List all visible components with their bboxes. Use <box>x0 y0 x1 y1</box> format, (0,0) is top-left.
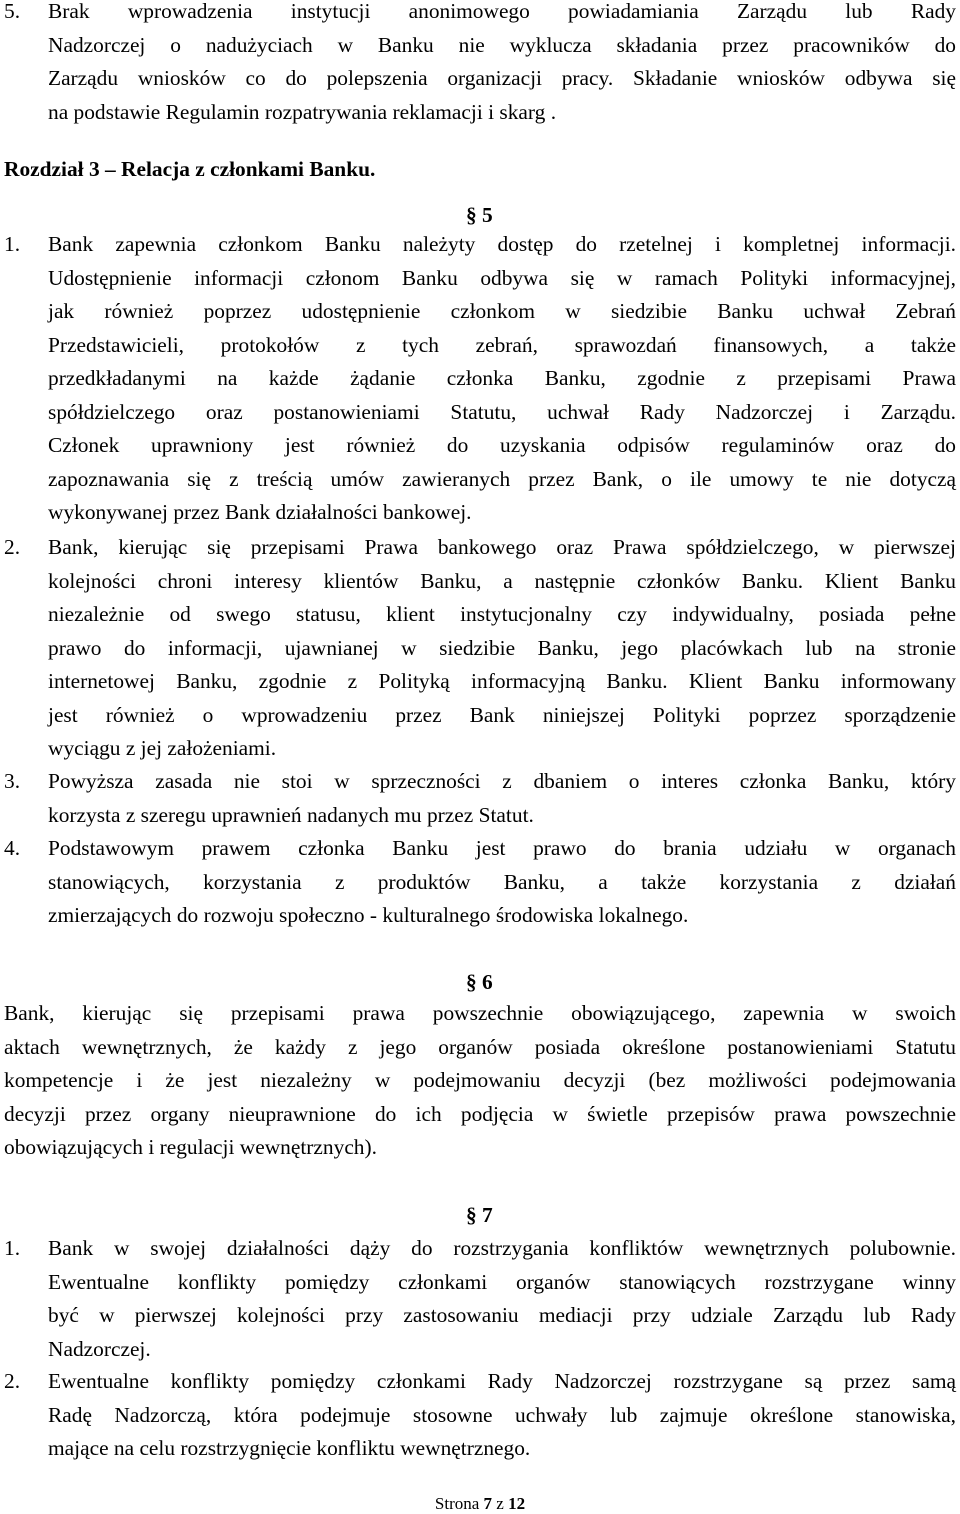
chapter-heading: Rozdział 3 – Relacja z członkami Banku. <box>4 157 376 181</box>
text-line: na podstawie Regulamin rozpatrywania reklamacji i skarg . <box>48 99 557 124</box>
list-number: 2. <box>4 1369 21 1393</box>
text-line: obowiązujących i regulacji wewnętrznych). <box>4 1135 377 1159</box>
text-line: Nadzorczej. <box>48 1336 151 1361</box>
section-title-6: § 6 <box>466 970 493 994</box>
text-line: prawo do informacji, ujawnianej w siedzibie Banku, jego placówkach lub na stronie <box>48 635 956 660</box>
list-item-body <box>48 228 956 530</box>
text-line: Bank w swojej działalności dąży do rozstrzygania konfliktów wewnętrznych polubownie. <box>48 1236 956 1260</box>
text-line: Nadzorczej o nadużyciach w Banku nie wyklucza składania przez pracowników do <box>48 32 956 57</box>
list-number: 3. <box>4 769 21 793</box>
text-line: korzysta z szeregu uprawnień nadanych mu przez Statut. <box>48 802 534 827</box>
footer-current-page: 7 <box>483 1494 493 1513</box>
list-item-body <box>48 1365 956 1466</box>
text-line: Radę Nadzorczą, która podejmuje stosowne uchwały lub zajmuje określone stanowiska, <box>48 1402 956 1427</box>
text-line: zapoznawania się z treścią umów zawieranych przez Bank, o ile umowy te nie dotyczą <box>48 466 956 491</box>
text-line: Udostępnienie informacji członom Banku odbywa się w ramach Polityki informacyjnej, <box>48 265 956 290</box>
text-line: wykonywanej przez Bank działalności bankowej. <box>48 500 472 524</box>
list-item-body <box>48 0 956 129</box>
text-line: decyzji przez organy nieuprawnione do ich podjęcia w świetle przepisów prawa powszechnie <box>4 1101 956 1126</box>
text-line: Podstawowym prawem członka Banku jest prawo do brania udziału w organach <box>48 836 956 860</box>
text-line: kolejności chroni interesy klientów Banku, a następnie członków Banku. Klient Banku <box>48 568 956 593</box>
text-line: zmierzających do rozwoju społeczno - kulturalnego środowiska lokalnego. <box>48 903 689 927</box>
sec6-paragraph <box>4 997 956 1165</box>
text-line: internetowej Banku, zgodnie z Polityką informacyjną Banku. Klient Banku informowany <box>48 669 956 693</box>
text-line: wyciągu z jej założeniami. <box>48 736 277 760</box>
text-line: być w pierwszej kolejności przy zastosowaniu mediacji przy udziale Zarządu lub Rady <box>48 1303 956 1327</box>
text-line: Bank, kierując się przepisami Prawa bankowego oraz Prawa spółdzielczego, w pierwszej <box>48 535 956 559</box>
text-line: aktach wewnętrznych, że każdy z jego organów posiada określone postanowieniami Statutu <box>4 1034 956 1059</box>
text-line: Powyższa zasada nie stoi w sprzeczności z dbaniem o interes członka Banku, który <box>48 769 956 793</box>
text-line: Bank zapewnia członkom Banku należyty dostęp do rzetelnej i kompletnej informacji. <box>48 232 956 256</box>
list-number: 2. <box>4 535 21 559</box>
text-line: spółdzielczego oraz postanowieniami Statutu, uchwał Rady Nadzorczej i Zarządu. <box>48 399 956 424</box>
footer-separator: z <box>492 1494 509 1513</box>
text-line: przedkładanymi na każde żądanie członka Banku, zgodnie z przepisami Prawa <box>48 366 956 390</box>
list-number: 4. <box>4 836 21 860</box>
footer-prefix: Strona <box>434 1494 484 1513</box>
section-title-5: § 5 <box>466 203 493 227</box>
section-title-7: § 7 <box>466 1203 493 1227</box>
text-line: Przedstawicieli, protokołów z tych zebrań, sprawozdań finansowych, a także <box>48 332 956 357</box>
page-footer <box>0 1494 960 1514</box>
list-item-body <box>48 531 956 766</box>
text-line: Ewentualne konflikty pomiędzy członkami organów stanowiących rozstrzygane winny <box>48 1269 956 1294</box>
list-item-body <box>48 832 956 933</box>
text-line: niezależnie od swego statusu, klient instytucjonalny czy indywidualny, posiada pełne <box>48 602 956 626</box>
list-item-body <box>48 765 956 832</box>
list-number: 1. <box>4 232 21 256</box>
text-line: jest również o wprowadzeniu przez Bank niniejszej Polityki poprzez sporządzenie <box>48 702 956 727</box>
list-number: 1. <box>4 1236 21 1260</box>
list-item-body <box>48 1232 956 1366</box>
text-line: kompetencje i że jest niezależny w podejmowaniu decyzji (bez możliwości podejmowania <box>4 1068 956 1092</box>
list-number: 5. <box>4 0 21 23</box>
text-line: Członek uprawniony jest również do uzyskania odpisów regulaminów oraz do <box>48 433 956 457</box>
text-line: Zarządu wniosków co do polepszenia organizacji pracy. Składanie wniosków odbywa się <box>48 66 956 90</box>
text-line: Brak wprowadzenia instytucji anonimowego powiadamiania Zarządu lub Rady <box>48 0 956 23</box>
text-line: Bank, kierując się przepisami prawa powszechnie obowiązującego, zapewnia w swoich <box>4 1001 956 1025</box>
text-line: Ewentualne konflikty pomiędzy członkami Rady Nadzorczej rozstrzygane są przez samą <box>48 1369 956 1393</box>
text-line: stanowiących, korzystania z produktów Banku, a także korzystania z działań <box>48 869 956 894</box>
footer-total-pages: 12 <box>508 1494 526 1513</box>
text-line: jak również poprzez udostępnienie członkom w siedzibie Banku uchwał Zebrań <box>48 299 956 323</box>
text-line: mające na celu rozstrzygnięcie konfliktu wewnętrznego. <box>48 1436 531 1460</box>
